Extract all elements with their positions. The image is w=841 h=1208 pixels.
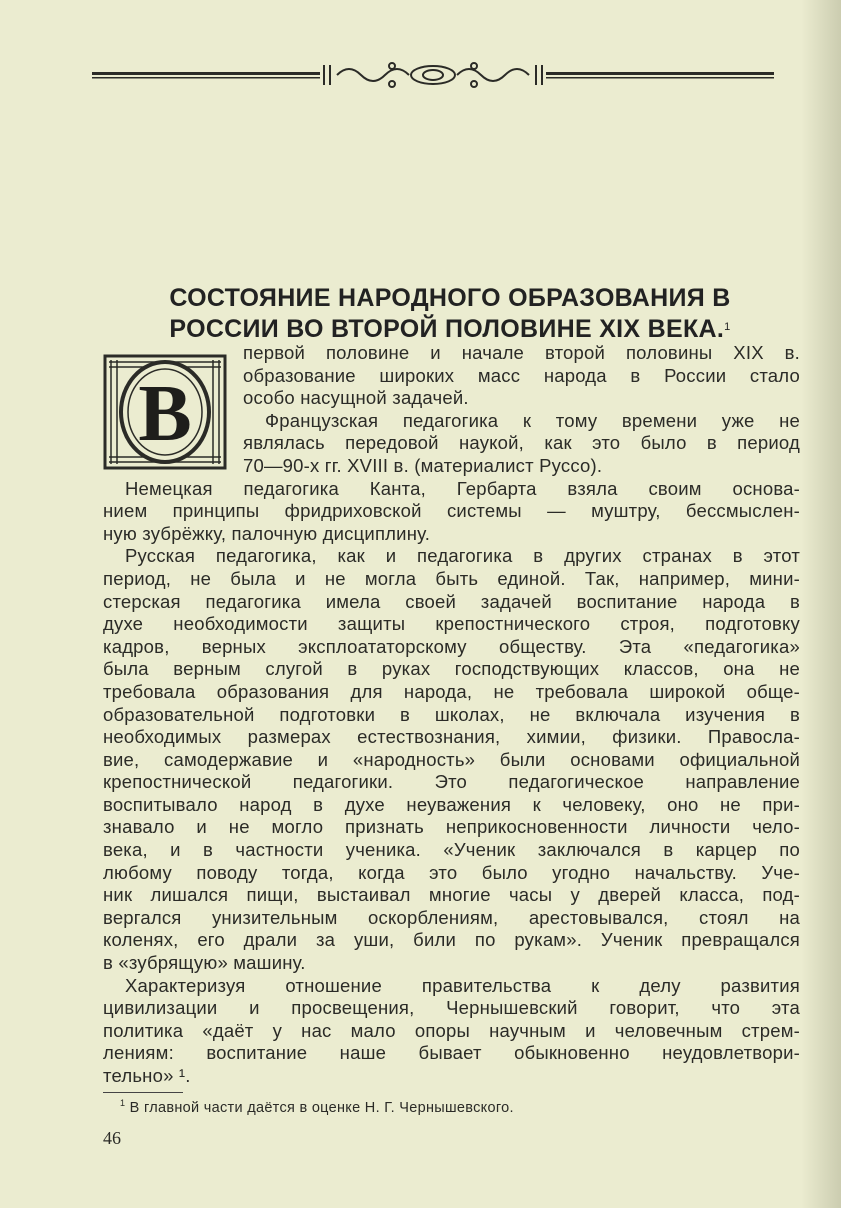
footnote (120, 1098, 514, 1116)
text-line: цивилизации и просвещения, Чернышевский говорит, что эта (103, 997, 800, 1019)
footnote-divider (103, 1092, 183, 1093)
text-line: воспитывало народ в духе неуважения к человеку, оно не при- (103, 793, 800, 815)
text-line: являлась передовой наукой, как это было в период (243, 432, 800, 454)
text-line: вергался унизительным оскорблениям, арестовывался, стоял на (103, 906, 800, 928)
text-line: крепостнической педагогики. Это педагогическое направление (103, 771, 800, 793)
text-line: духе необходимости защиты крепостнического строя, подготовку (103, 613, 800, 635)
footnote-ref[interactable]: 1 (724, 321, 731, 333)
text-line: тельно» ¹. (103, 1065, 191, 1086)
text-line: кадров, верных эксплоататорскому обществу. Эта «педагогика» (103, 635, 800, 657)
text-line: политика «даёт у нас мало опоры научным и человечным стрем- (103, 1019, 800, 1041)
text-line: образование широких масс народа в России стало (243, 364, 800, 386)
text-line: вие, самодержавие и «народность» были основами официальной (103, 748, 800, 770)
text-line: первой половине и начале второй половины XIX в. (243, 342, 800, 363)
text-line: нием принципы фридриховской системы — муштру, бессмыслен- (103, 500, 800, 522)
text-line: Французская педагогика к тому времени уже не (265, 409, 800, 431)
ornamental-headpiece (92, 55, 774, 95)
text-line: требовала образования для народа, не требовала широкой обще- (103, 680, 800, 702)
text-line: образовательной подготовки в школах, не включала изучения в (103, 703, 800, 725)
text-line: любому поводу тогда, когда это было угодно начальству. Уче- (103, 861, 800, 883)
chapter-title (100, 283, 800, 345)
text-line: в «зубрящую» машину. (103, 952, 306, 974)
text-line: ник лишался пищи, выстаивал многие часы у дверей класса, под- (103, 884, 800, 906)
text-line: лениям: воспитание наше бывает обыкновенно неудовлетвори- (103, 1042, 800, 1064)
text-line: коленях, его драли за уши, били по рукам». Ученик превращался (103, 929, 800, 951)
chapter-title-line: СОСТОЯНИЕ НАРОДНОГО ОБРАЗОВАНИЯ В (169, 284, 731, 312)
text-line: период, не была и не могла быть единой. Так, например, мини- (103, 567, 800, 589)
text-line: стерская педагогика имела своей задачей воспитание народа в (103, 590, 800, 612)
page-number: 46 (103, 1128, 121, 1148)
text-line: была верным слугой в руках господствующих классов, она не (103, 658, 800, 680)
body-text (103, 342, 800, 1088)
drop-cap-letter: В (138, 370, 192, 458)
page-edge-shadow (801, 0, 841, 1208)
text-line: 70—90-х гг. XVIII в. (материалист Руссо). (243, 454, 603, 476)
text-line: Характеризуя отношение правительства к делу развития (125, 974, 800, 996)
text-line: Русская педагогика, как и педагогика в других странах в этот (125, 545, 800, 567)
footnote-mark: 1 (120, 1098, 126, 1108)
text-line: особо насущной задачей. (243, 387, 469, 409)
text-line: века, и в частности ученика. «Ученик заключался в карцер по (103, 839, 800, 861)
chapter-title-line: РОССИИ ВО ВТОРОЙ ПОЛОВИНЕ XIX ВЕКА.$^1$ (169, 315, 731, 343)
text-line: ную зубрёжку, палочную дисциплину. (103, 522, 431, 544)
text-line: необходимых размерах естествознания, химии, физики. Правосла- (103, 726, 800, 748)
text-line: Немецкая педагогика Канта, Гербарта взяла своим основа- (125, 477, 800, 499)
text-line: знавало и не могло признать неприкосновенности личности чело- (103, 816, 800, 838)
footnote-text: В главной части даётся в оценке Н. Г. Чернышевского. (129, 1099, 514, 1116)
